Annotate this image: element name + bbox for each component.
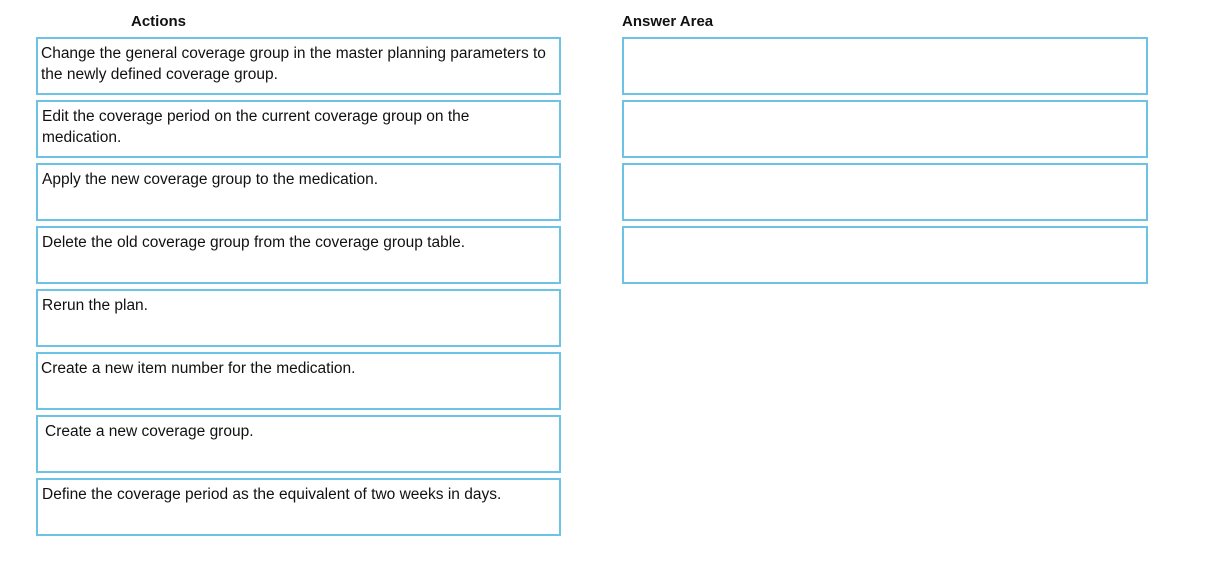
- action-item-delete-old-coverage-group[interactable]: [36, 226, 561, 284]
- action-item-label: Create a new item number for the medication.: [41, 360, 356, 377]
- answer-slot-3[interactable]: [622, 163, 1148, 221]
- answer-area-list: [622, 37, 1148, 289]
- answer-area-heading: Answer Area: [622, 13, 714, 30]
- action-item-label: Create a new coverage group.: [45, 423, 254, 440]
- action-item-label: Define the coverage period as the equivalent of two weeks in days.: [42, 486, 502, 503]
- action-item-create-new-coverage-group[interactable]: [36, 415, 561, 473]
- action-item-change-general-coverage-group[interactable]: [36, 37, 561, 95]
- action-item-label: Edit the coverage period on the current coverage group on the medication.: [42, 108, 470, 146]
- actions-heading: Actions: [131, 13, 187, 30]
- action-item-label: Change the general coverage group in the master planning parameters to the newly defined coverage group.: [41, 45, 546, 83]
- action-item-define-coverage-period[interactable]: [36, 478, 561, 536]
- answer-slot-1[interactable]: [622, 37, 1148, 95]
- action-item-label: Apply the new coverage group to the medication.: [42, 171, 379, 188]
- answer-slot-2[interactable]: [622, 100, 1148, 158]
- action-item-label: Rerun the plan.: [42, 297, 148, 314]
- action-item-edit-coverage-period[interactable]: [36, 100, 561, 158]
- action-item-apply-new-coverage-group[interactable]: [36, 163, 561, 221]
- action-item-rerun-plan[interactable]: [36, 289, 561, 347]
- answer-slot-4[interactable]: [622, 226, 1148, 284]
- actions-list: [36, 37, 561, 541]
- action-item-label: Delete the old coverage group from the coverage group table.: [42, 234, 466, 251]
- action-item-create-new-item-number[interactable]: [36, 352, 561, 410]
